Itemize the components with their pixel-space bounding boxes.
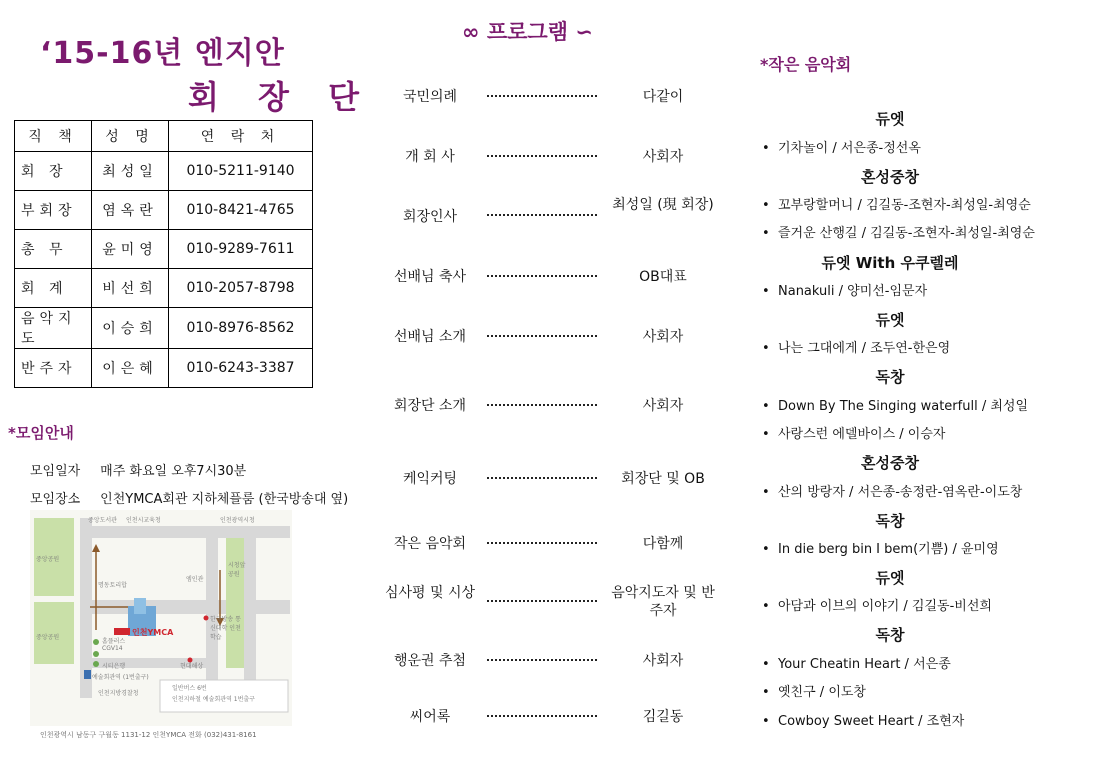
map-label-central-park: 중앙공원 — [36, 634, 60, 641]
map-label-city-park: 시청앞 공원 — [228, 562, 246, 578]
song-entry: In die berg bin I bem(기쁨) / 윤미영 — [778, 542, 999, 557]
table-row — [15, 152, 313, 191]
ornament-left-icon: ∞ — [462, 20, 487, 44]
bullet-icon: • — [762, 599, 770, 614]
meeting-section-title: *모임안내 — [8, 424, 74, 442]
song-entry: Your Cheatin Heart / 서은종 — [778, 657, 951, 672]
staff-phone: 010-8976-8562 — [169, 308, 313, 349]
concert-category: 독창 — [875, 512, 905, 530]
list-item — [762, 423, 945, 442]
staff-role: 음악지도 — [15, 308, 92, 349]
map-label-library: 중앙도서관 — [88, 517, 117, 524]
song-entry: 기차놀이 / 서은종-정선옥 — [778, 141, 921, 156]
map-footer: 인천광역시 남동구 구월동 1131-12 인천YMCA 전화 (032)431-8161 — [40, 731, 257, 739]
program-item: 개 회 사 — [405, 149, 455, 165]
bullet-icon: • — [762, 399, 770, 414]
list-item — [762, 395, 1028, 414]
staff-name: 최성일 — [92, 152, 169, 191]
program-by: 회장단 및 OB — [621, 471, 705, 487]
program-item: 선배님 소개 — [393, 329, 467, 345]
bullet-icon: • — [762, 714, 770, 729]
staff-phone: 010-9289-7611 — [169, 230, 313, 269]
table-row — [15, 269, 313, 308]
bullet-icon: • — [762, 226, 770, 241]
dotted-leader — [487, 659, 597, 661]
song-entry: 아담과 이브의 이야기 / 김길동-비선희 — [778, 599, 992, 614]
concert-category: 듀엣 — [875, 311, 905, 329]
staff-phone: 010-6243-3387 — [169, 349, 313, 388]
concert-category: 독창 — [875, 626, 905, 644]
bullet-icon: • — [762, 485, 770, 500]
dotted-leader — [487, 275, 597, 277]
dotted-leader — [487, 715, 597, 717]
bullet-icon: • — [762, 542, 770, 557]
program-by: OB대표 — [639, 269, 687, 285]
staff-role: 부회장 — [15, 191, 92, 230]
program-item: 작은 음악회 — [393, 536, 467, 552]
staff-role: 회 장 — [15, 152, 92, 191]
dotted-leader — [487, 95, 597, 97]
map-label-hospital: 인천지방경찰청 — [98, 690, 139, 697]
dotted-leader — [487, 477, 597, 479]
concert-category: 혼성중창 — [861, 168, 919, 186]
program-item: 회장단 소개 — [393, 398, 467, 414]
staff-name: 비선희 — [92, 269, 169, 308]
program-by: 다같이 — [642, 89, 684, 105]
map-label-market: 시티은행 — [102, 663, 126, 670]
staff-table — [14, 120, 313, 388]
bullet-icon: • — [762, 685, 770, 700]
page-subtitle: 회 장 단 — [188, 78, 374, 116]
program-item: 회장인사 — [402, 209, 458, 225]
dotted-leader — [487, 335, 597, 337]
concert-category: 혼성중창 — [861, 454, 919, 472]
program-item: 행운권 추첨 — [393, 653, 467, 669]
concert-title: *작은 음악회 — [760, 55, 852, 74]
map-label-city-hall: 인천광역시청 — [220, 517, 255, 524]
concert-category: 듀엣 — [875, 110, 905, 128]
map-label-art-center: 예술회관역 (1번출구) — [92, 674, 149, 681]
staff-name: 이은혜 — [92, 349, 169, 388]
bullet-icon: • — [762, 198, 770, 213]
map-label-bank: 엠인관 — [186, 576, 204, 583]
song-entry: Down By The Singing waterfull / 최성일 — [778, 399, 1029, 414]
program-by: 사회자 — [642, 329, 684, 345]
list-item — [762, 137, 921, 156]
staff-name: 이승희 — [92, 308, 169, 349]
program-title — [462, 16, 593, 46]
program-item: 케익커팅 — [402, 471, 458, 487]
meeting-date-value: 매주 화요일 오후7시30분 — [100, 464, 247, 479]
program-item: 국민의례 — [402, 89, 458, 105]
song-entry: 옛친구 / 이도창 — [778, 685, 866, 700]
col-role-header: 직 책 — [15, 121, 92, 152]
list-item — [762, 280, 927, 299]
program-by: 다함께 — [642, 536, 684, 552]
song-entry: Cowboy Sweet Heart / 조현자 — [778, 714, 965, 729]
meeting-place — [30, 488, 348, 507]
table-row — [15, 308, 313, 349]
staff-phone: 010-2057-8798 — [169, 269, 313, 308]
program-by: 음악지도자 및 반주자 — [611, 585, 715, 619]
map-label-church: 명동토리합 — [98, 582, 127, 589]
song-entry: 나는 그대에게 / 조두연-한은영 — [778, 341, 951, 356]
song-entry: 꼬부랑할머니 / 김길동-조현자-최성일-최영순 — [778, 198, 1031, 213]
program-item: 심사평 및 시상 — [384, 585, 476, 601]
map-label-univ: 한국방송 통신대학 인천학습 — [210, 616, 241, 641]
list-item — [762, 481, 1022, 500]
staff-role: 총 무 — [15, 230, 92, 269]
list-item — [762, 595, 992, 614]
map-label-edu-office: 인천시교육청 — [126, 517, 161, 524]
bullet-icon: • — [762, 341, 770, 356]
meeting-date — [30, 460, 246, 479]
table-row — [15, 349, 313, 388]
map-label-hyundai: 현대해상 — [180, 663, 204, 670]
table-row — [15, 230, 313, 269]
staff-phone: 010-8421-4765 — [169, 191, 313, 230]
list-item — [762, 337, 950, 356]
meeting-place-value: 인천YMCA회관 지하체플룸 (한국방송대 옆) — [100, 492, 349, 507]
program-by: 사회자 — [642, 398, 684, 414]
list-item — [762, 538, 999, 557]
bullet-icon: • — [762, 284, 770, 299]
list-item — [762, 222, 1035, 241]
dotted-leader — [487, 214, 597, 216]
meeting-place-label: 모임장소 — [30, 492, 81, 507]
list-item — [762, 653, 951, 672]
staff-phone: 010-5211-9140 — [169, 152, 313, 191]
concert-category: 듀엣 With 우쿠렐레 — [821, 254, 959, 272]
staff-name: 염옥란 — [92, 191, 169, 230]
table-header-row — [15, 121, 313, 152]
location-map — [30, 510, 292, 726]
song-entry: 즐거운 산행길 / 김길동-조현자-최성일-최영순 — [778, 226, 1035, 241]
bullet-icon: • — [762, 427, 770, 442]
map-legend-subway: 인천지하철 예술회관역 1번출구 — [172, 696, 255, 703]
concert-category: 독창 — [875, 368, 905, 386]
song-entry: 사랑스런 에델바이스 / 이승자 — [778, 427, 946, 442]
page-title: ‘15-16년 엔지안 — [40, 36, 285, 71]
dotted-leader — [487, 155, 597, 157]
staff-role: 반주자 — [15, 349, 92, 388]
list-item — [762, 194, 1031, 213]
song-entry: 산의 방랑자 / 서은종-송정란-염옥란-이도창 — [778, 485, 1023, 500]
list-item — [762, 710, 964, 729]
list-item — [762, 681, 866, 700]
program-by: 사회자 — [642, 653, 684, 669]
program-by: 김길동 — [642, 709, 684, 725]
program-by: 사회자 — [642, 149, 684, 165]
program-item: 선배님 축사 — [393, 269, 467, 285]
ornament-right-icon: ∽ — [567, 20, 593, 44]
song-entry: Nanakuli / 양미선-임문자 — [778, 284, 928, 299]
staff-role: 회 계 — [15, 269, 92, 308]
col-phone-header: 연 락 처 — [169, 121, 313, 152]
map-legend-bus: 일반버스 6번 — [172, 685, 207, 692]
map-label-central-park: 중앙공원 — [36, 556, 60, 563]
concert-category: 듀엣 — [875, 569, 905, 587]
dotted-leader — [487, 600, 597, 602]
meeting-date-label: 모임일자 — [30, 464, 81, 479]
bullet-icon: • — [762, 657, 770, 672]
dotted-leader — [487, 404, 597, 406]
program-by: 최성일 (現 회장) — [612, 197, 714, 213]
program-item: 씨어록 — [409, 709, 451, 725]
staff-name: 윤미영 — [92, 230, 169, 269]
dotted-leader — [487, 542, 597, 544]
bullet-icon: • — [762, 141, 770, 156]
map-label-theater: 홈플러스 CGV14 — [102, 638, 126, 652]
map-label-ymca: 인천YMCA — [132, 628, 174, 637]
table-row — [15, 191, 313, 230]
program-title-text: 프로그램 — [486, 20, 568, 44]
col-name-header: 성 명 — [92, 121, 169, 152]
